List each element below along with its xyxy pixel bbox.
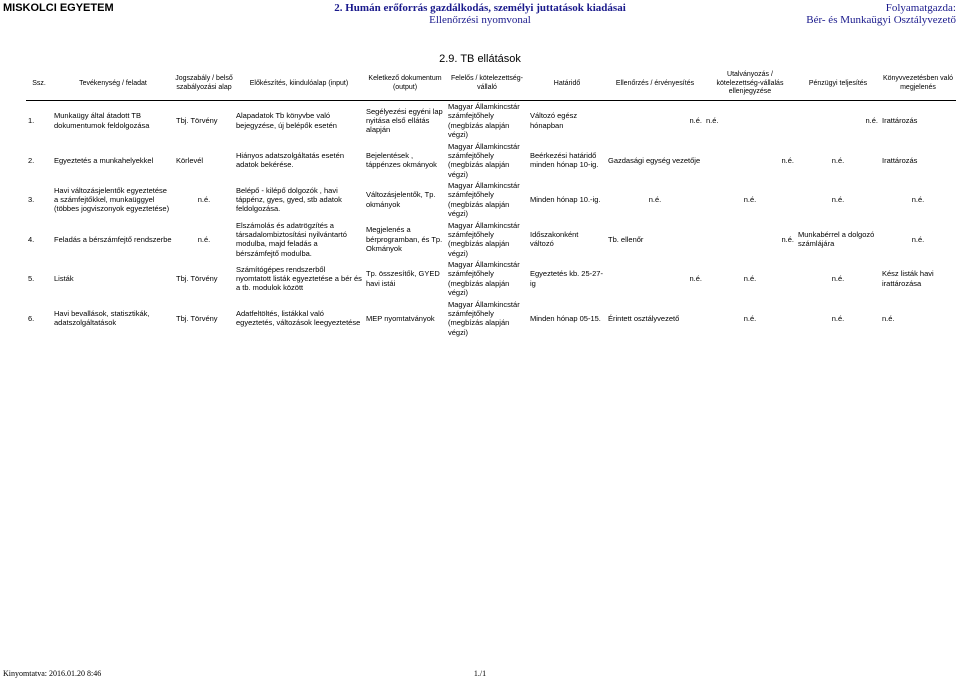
cell-input: Belépő - kilépő dolgozók , havi táppénz, gyes, gyed, stb adatok feldolgozása.	[236, 185, 342, 214]
table-row	[26, 220, 956, 260]
cell-output: Segélyezési egyéni lap nyitása első ellátás alapján	[366, 106, 443, 135]
cell-responsible: Magyar Államkincstár számfejtőhely (megbízás alapján végzi)	[448, 102, 520, 140]
cell-law: Tbj. Törvény	[176, 116, 218, 126]
cell-check: n.é.	[689, 116, 702, 126]
cell-bookkeeping: Irattározás	[882, 116, 918, 126]
cell-bookkeeping: n.é.	[911, 234, 925, 244]
section-title: 2.9. TB ellátások	[439, 53, 521, 65]
col-task: Tevékenység / feladat	[52, 68, 174, 101]
cell-task: Listák	[54, 274, 74, 284]
cell-payment: n.é.	[831, 313, 845, 323]
page-number: 1./1	[473, 669, 487, 678]
cell-authorization: n.é.	[743, 195, 757, 205]
cell-ssz: 1.	[28, 116, 35, 126]
cell-output: MEP nyomtatványok	[366, 313, 435, 323]
cell-check: n.é.	[648, 195, 662, 205]
cell-deadline: Beérkezési határidő minden hónap 10-ig.	[530, 150, 599, 170]
table-row	[26, 259, 956, 299]
cell-check: Tb. ellenőr	[608, 234, 644, 244]
cell-input: Elszámolás és adatrögzítés a társadalombiztosítási nyilvántartó modulba, majd feladás a bérszámfejtő modulba.	[236, 220, 347, 258]
cell-task: Havi változásjelentők egyeztetése a számfejtőkkel, munkaüggyel (többes jogviszonyok egyeztetése)	[54, 185, 170, 214]
cell-payment: n.é.	[831, 155, 845, 165]
cell-deadline: Egyeztetés kb. 25-27-ig	[530, 269, 603, 288]
cell-responsible: Magyar Államkincstár számfejtőhely (megbízás alapján végzi)	[448, 299, 520, 337]
cell-output: Bejelentések , táppénzes okmányok	[366, 150, 437, 170]
cell-law: Tbj. Törvény	[176, 313, 218, 323]
cell-input: Alapadatok Tb könyvbe való bejegyzése, új belépők esetén	[236, 111, 337, 130]
cell-authorization: n.é.	[743, 313, 757, 323]
cell-authorization: n.é.	[781, 155, 794, 165]
col-bookkeeping: Könyvvezetésben való megjelenés	[880, 68, 956, 101]
cell-input: Adatfeltöltés, listákkal való egyeztetés, változások leegyeztetése	[236, 308, 361, 328]
cell-authorization: n.é.	[781, 234, 794, 244]
col-authorization: Utalványozás / kötelezettség-vállalás ellenjegyzése	[704, 68, 796, 101]
process-owner: Bér- és Munkaügyi Osztályvezető	[806, 14, 956, 26]
col-ssz: Ssz.	[26, 68, 52, 101]
col-payment: Pénzügyi teljesítés	[796, 68, 880, 101]
cell-responsible: Magyar Államkincstár számfejtőhely (megbízás alapján végzi)	[448, 220, 520, 258]
cell-deadline: Minden hónap 10.-ig.	[530, 195, 601, 205]
cell-authorization: n.é.	[706, 116, 719, 126]
col-deadline: Határidő	[528, 68, 606, 101]
col-check: Ellenőrzés / érvényesítés	[606, 68, 704, 101]
document-subtitle: Ellenőrzési nyomvonal	[429, 14, 531, 26]
cell-law: Körlevél	[176, 155, 204, 165]
page-header	[0, 0, 960, 30]
cell-task: Feladás a bérszámfejtő rendszerbe	[54, 234, 172, 244]
cell-check: Érintett osztályvezető	[608, 313, 680, 323]
cell-law: n.é.	[197, 195, 211, 205]
cell-bookkeeping: Kész listák havi irattározása	[882, 269, 934, 288]
document-title: 2. Humán erőforrás gazdálkodás, személyi juttatások kiadásai	[334, 2, 626, 14]
cell-responsible: Magyar Államkincstár számfejtőhely (megbízás alapján végzi)	[448, 141, 520, 179]
cell-bookkeeping: n.é.	[882, 313, 895, 323]
cell-law: Tbj. Törvény	[176, 274, 218, 284]
cell-ssz: 3.	[28, 195, 35, 205]
header-row	[26, 68, 956, 101]
cell-payment: Munkabérrel a dolgozó számlájára	[798, 229, 875, 249]
cell-output: Változásjelentők, Tp. okmányok	[366, 190, 436, 209]
cell-authorization: n.é.	[743, 274, 757, 284]
audit-trail-table	[26, 68, 956, 338]
cell-check: Gazdasági egység vezetője	[608, 155, 701, 165]
cell-ssz: 5.	[28, 274, 35, 284]
table-row	[26, 180, 956, 220]
cell-check: n.é.	[689, 274, 702, 284]
cell-output: Megjelenés a bérprogramban, és Tp. Okmányok	[366, 225, 443, 253]
table-row	[26, 141, 956, 181]
cell-task: Havi bevallások, statisztikák, adatszolgáltatások	[54, 308, 150, 328]
print-timestamp: Kinyomtatva: 2016.01.20 8:46	[3, 669, 102, 678]
cell-ssz: 2.	[28, 155, 35, 165]
cell-input: Számítógépes rendszerből nyomtatott listák egyeztetése a bér és a tb. modulok között	[236, 264, 362, 293]
cell-bookkeeping: n.é.	[911, 195, 925, 205]
table-row	[26, 299, 956, 339]
cell-payment: n.é.	[865, 116, 878, 126]
cell-law: n.é.	[197, 234, 211, 244]
col-output: Keletkező dokumentum (output)	[364, 68, 446, 101]
table-row	[26, 101, 956, 141]
cell-deadline: Változó egész hónapban	[530, 111, 578, 130]
col-input: Előkészítés, kiindulóalap (input)	[234, 68, 364, 101]
cell-deadline: Időszakonként változó	[530, 229, 579, 249]
cell-deadline: Minden hónap 05-15.	[530, 313, 601, 323]
cell-ssz: 4.	[28, 234, 35, 244]
cell-ssz: 6.	[28, 313, 35, 323]
col-responsible: Felelős / kötelezettség-vállaló	[446, 68, 528, 101]
org-name: MISKOLCI EGYETEM	[3, 2, 114, 14]
cell-input: Hiányos adatszolgáltatás esetén adatok bekérése.	[236, 150, 344, 170]
process-owner-label: Folyamatgazda:	[885, 2, 956, 14]
col-law: Jogszabály / belső szabályozási alap	[174, 68, 234, 101]
cell-payment: n.é.	[831, 274, 845, 284]
cell-task: Munkaügy által átadott TB dokumentumok feldolgozása	[54, 111, 150, 130]
cell-output: Tp. összesítők, GYED havi istái	[366, 269, 440, 288]
cell-bookkeeping: Irattározás	[882, 155, 918, 165]
cell-responsible: Magyar Államkincstár számfejtőhely (megbízás alapján végzi)	[448, 181, 520, 219]
cell-responsible: Magyar Államkincstár számfejtőhely (megbízás alapján végzi)	[448, 260, 520, 298]
cell-task: Egyeztetés a munkahelyekkel	[54, 155, 154, 165]
cell-payment: n.é.	[831, 195, 845, 205]
